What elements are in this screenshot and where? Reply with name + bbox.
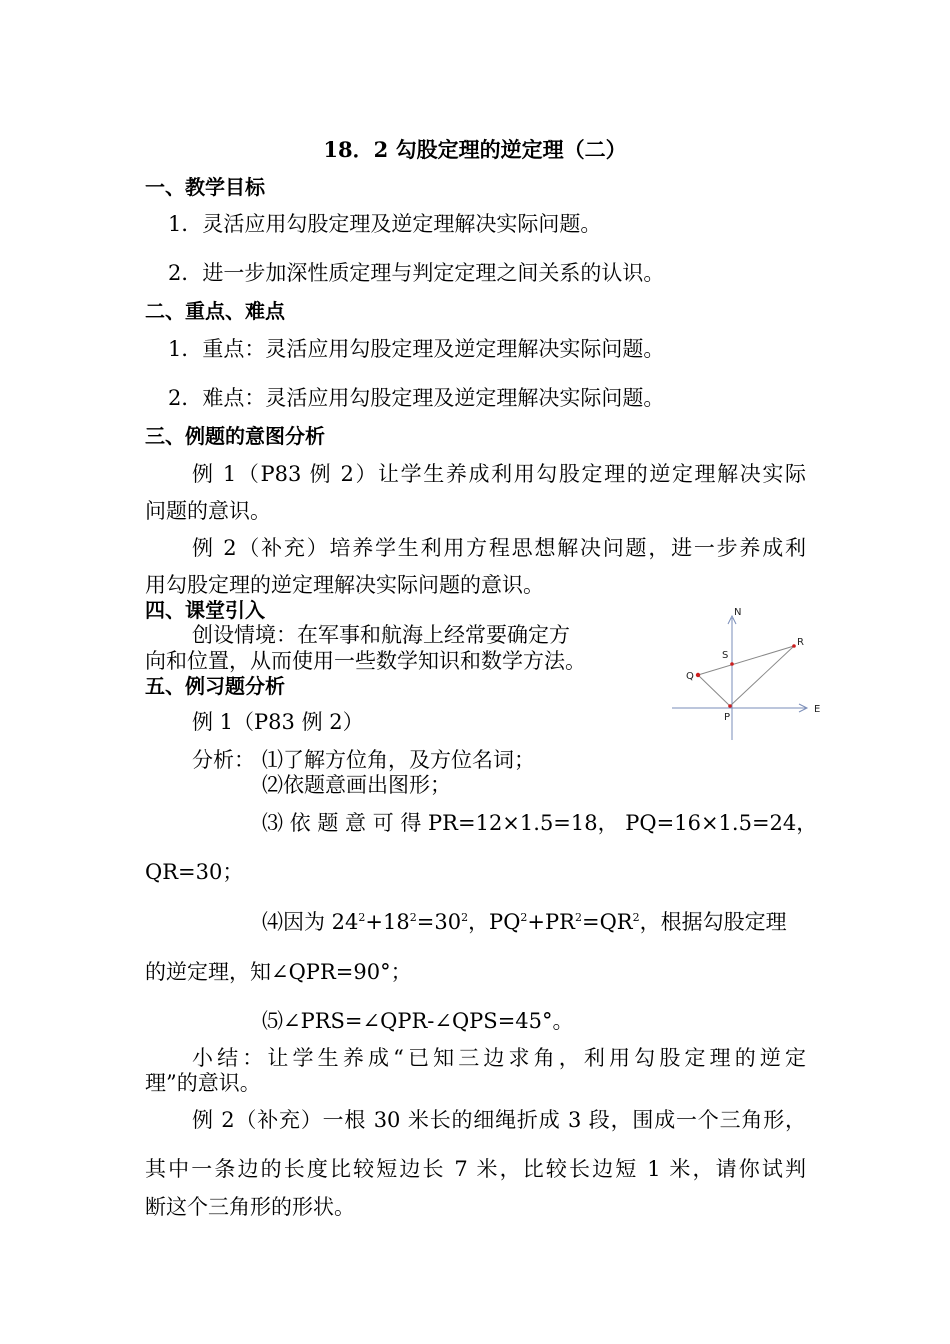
analysis-step-3-line2: QR=30； [145,860,244,884]
analysis-step-2: ⑵依题意画出图形； [262,773,451,797]
segment-pq [698,675,730,706]
analysis-label: 分析： [192,748,255,772]
point-s [730,662,734,666]
label-r: R [797,637,804,648]
intent-ex1-line1: 例 1（P83 例 2）让学生养成利用勾股定理的逆定理解决实际 [192,462,806,486]
point-q [696,673,700,677]
objective-item-2: 2．进一步加深性质定理与判定定理之间关系的认识。 [168,261,665,285]
intro-line2: 向和位置，从而使用一些数学知识和数学方法。 [145,649,586,673]
analysis-step-1: ⑴了解方位角，及方位名词； [262,748,535,772]
difficulty-item: 2．难点：灵活应用勾股定理及逆定理解决实际问题。 [168,386,665,410]
analysis-step-4-line1: ⑷因为 $24^2+18^2=30^2$，$PQ^2+PR^2=QR^2$，根据勾股定理 [262,910,787,934]
segment-pr [730,646,794,706]
intent-ex2-line1: 例 2（补充）培养学生利用方程思想解决问题，进一步养成利 [192,536,806,560]
segment-qr [698,646,794,675]
example-2-line3: 断这个三角形的形状。 [145,1195,355,1219]
objective-item-1: 1．灵活应用勾股定理及逆定理解决实际问题。 [168,212,602,236]
key-point-item: 1．重点：灵活应用勾股定理及逆定理解决实际问题。 [168,337,665,361]
summary-line1: 小结：让学生养成“已知三边求角，利用勾股定理的逆定 [192,1046,806,1070]
intent-ex2-line2: 用勾股定理的逆定理解决实际问题的意识。 [145,573,544,597]
section-4-heading: 四、课堂引入 [145,598,265,622]
point-r [792,644,796,648]
label-s: S [722,650,729,661]
intent-ex1-line2: 问题的意识。 [145,499,271,523]
label-n: N [734,607,742,618]
example-1-title: 例 1（P83 例 2） [192,710,364,734]
summary-line2: 理”的意识。 [145,1071,261,1095]
analysis-step-4-line2: 的逆定理，知∠QPR=90°； [145,960,412,984]
analysis-step-3-line1: ⑶ 依 题 意 可 得 PR=12×1.5=18， PQ=16×1.5=24， [262,811,818,835]
page-title: 18．2 勾股定理的逆定理（二） [323,137,627,162]
point-p [728,704,732,708]
example-2-line1: 例 2（补充）一根 30 米长的细绳折成 3 段，围成一个三角形， [192,1108,806,1132]
label-q: Q [686,671,694,682]
section-2-heading: 二、重点、难点 [145,299,285,323]
section-1-heading: 一、教学目标 [145,175,265,199]
intro-line1: 创设情境：在军事和航海上经常要确定方 [192,623,570,647]
section-5-heading: 五、例习题分析 [145,674,285,698]
section-3-heading: 三、例题的意图分析 [145,424,325,448]
analysis-step-5: ⑸∠PRS=∠QPR-∠QPS=45°。 [262,1009,574,1033]
direction-diagram [668,600,828,745]
label-p: P [724,712,731,723]
example-2-line2: 其中一条边的长度比较短边长 7 米，比较长边短 1 米，请你试判 [145,1157,806,1181]
label-e: E [814,704,821,715]
